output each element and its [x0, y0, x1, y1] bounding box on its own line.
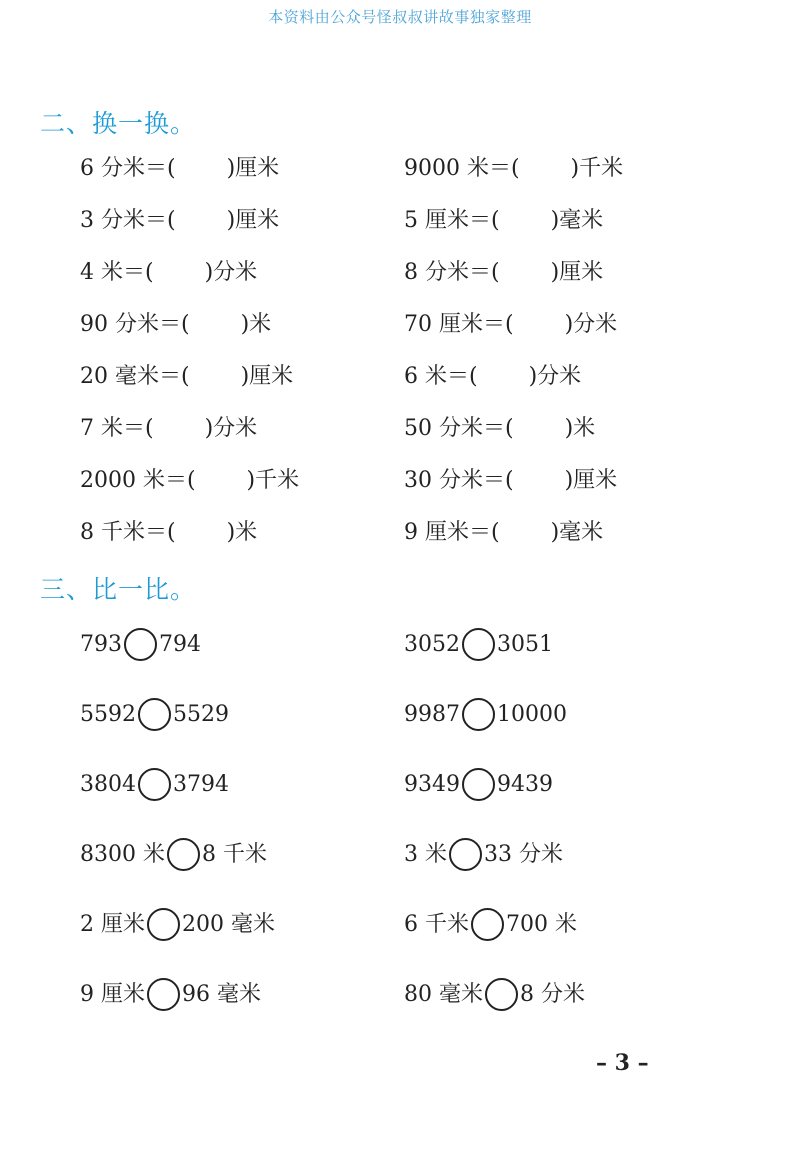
- section-title-compare: 三、比一比。: [40, 575, 197, 604]
- compare-right-2: [404, 698, 567, 731]
- compare-left-5: [80, 908, 275, 941]
- compare-value-b: 8 分米: [520, 981, 585, 1007]
- compare-value-a: 793: [80, 631, 122, 657]
- convert-left-6: 7 米＝( )分米: [80, 416, 258, 441]
- compare-left-6: [80, 978, 261, 1011]
- compare-value-b: 700 米: [506, 911, 577, 937]
- compare-value-b: 33 分米: [484, 841, 563, 867]
- answer-circle[interactable]: [147, 978, 180, 1011]
- compare-value-a: 6 千米: [404, 911, 469, 937]
- convert-left-7: 2000 米＝( )千米: [80, 468, 300, 493]
- compare-right-5: [404, 908, 577, 941]
- compare-left-3: [80, 768, 229, 801]
- section-title-convert: 二、换一换。: [40, 109, 197, 138]
- compare-right-4: [404, 838, 563, 871]
- convert-left-1: 6 分米＝( )厘米: [80, 156, 280, 181]
- compare-value-b: 8 千米: [201, 841, 267, 867]
- convert-left-8: 8 千米＝( )米: [80, 520, 258, 545]
- convert-right-5: 6 米＝( )分米: [404, 364, 582, 389]
- answer-circle[interactable]: [462, 698, 495, 731]
- convert-right-1: 9000 米＝( )千米: [404, 156, 624, 181]
- convert-right-8: 9 厘米＝( )毫米: [404, 520, 604, 545]
- compare-value-b: 3794: [173, 771, 229, 797]
- convert-left-5: 20 毫米＝( )厘米: [80, 364, 294, 389]
- convert-right-4: 70 厘米＝( )分米: [404, 312, 618, 337]
- answer-circle[interactable]: [124, 628, 157, 661]
- answer-circle[interactable]: [462, 628, 495, 661]
- convert-left-3: 4 米＝( )分米: [80, 260, 258, 285]
- convert-right-3: 8 分米＝( )厘米: [404, 260, 604, 285]
- compare-value-b: 9439: [497, 771, 553, 797]
- compare-value-b: 3051: [497, 631, 553, 657]
- compare-left-1: [80, 628, 201, 661]
- compare-right-3: [404, 768, 553, 801]
- compare-value-a: 2 厘米: [80, 911, 145, 937]
- answer-circle[interactable]: [471, 908, 504, 941]
- compare-value-a: 5592: [80, 701, 136, 727]
- compare-value-b: 10000: [497, 701, 567, 727]
- compare-value-b: 794: [159, 631, 201, 657]
- compare-value-b: 5529: [173, 701, 229, 727]
- compare-value-a: 9987: [404, 701, 460, 727]
- convert-right-6: 50 分米＝( )米: [404, 416, 596, 441]
- page-header: 本资料由公众号怪叔叔讲故事独家整理: [268, 8, 532, 26]
- compare-left-2: [80, 698, 229, 731]
- compare-right-6: [404, 978, 585, 1011]
- convert-left-4: 90 分米＝( )米: [80, 312, 272, 337]
- compare-value-a: 3052: [404, 631, 460, 657]
- page-number: – 3 –: [596, 1050, 649, 1076]
- compare-value-a: 9 厘米: [80, 981, 145, 1007]
- answer-circle[interactable]: [167, 838, 200, 871]
- answer-circle[interactable]: [138, 768, 171, 801]
- convert-right-2: 5 厘米＝( )毫米: [404, 208, 604, 233]
- answer-circle[interactable]: [462, 768, 495, 801]
- compare-value-a: 80 毫米: [404, 981, 483, 1007]
- answer-circle[interactable]: [485, 978, 518, 1011]
- compare-right-1: [404, 628, 553, 661]
- answer-circle[interactable]: [449, 838, 482, 871]
- compare-value-a: 8300 米: [80, 841, 165, 867]
- answer-circle[interactable]: [147, 908, 180, 941]
- convert-left-2: 3 分米＝( )厘米: [80, 208, 280, 233]
- convert-right-7: 30 分米＝( )厘米: [404, 468, 618, 493]
- compare-left-4: [80, 838, 267, 871]
- answer-circle[interactable]: [138, 698, 171, 731]
- compare-value-a: 9349: [404, 771, 460, 797]
- compare-value-b: 96 毫米: [182, 981, 261, 1007]
- compare-value-b: 200 毫米: [182, 911, 275, 937]
- compare-value-a: 3 米: [404, 841, 447, 867]
- compare-value-a: 3804: [80, 771, 136, 797]
